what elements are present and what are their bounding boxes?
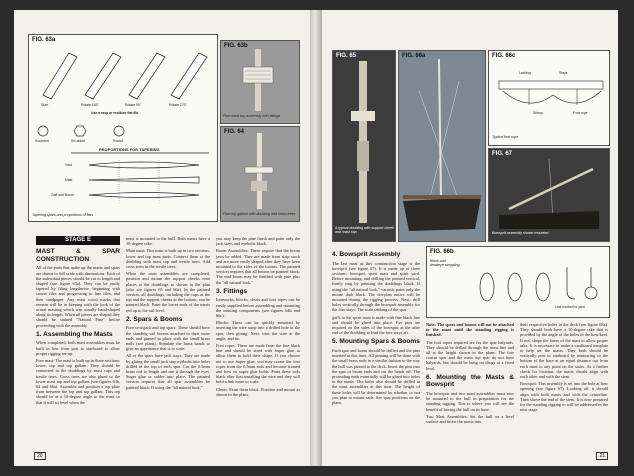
left-column-1 <box>36 236 120 458</box>
paragraph: Boom Assemblies: These require that the boom jaws be added. They are made from strip stock and are more easily shaped after they have been mounted to the sides of the booms. The painted version requires that all booms be painted black. The mid boom may be finished with pine plus the "all natural look." <box>216 248 300 285</box>
section-heading: MAST & SPAR CONSTRUCTION <box>36 248 120 263</box>
proportions-title: PROPORTIONS FOR TAPERING <box>99 147 160 152</box>
figure-label: FIG. 63b <box>224 43 248 49</box>
right-column-2 <box>426 322 514 458</box>
intro-paragraph: All of the parts that make up the masts and spars are drawn to full scale with dimensions. Each of the individual pieces should be cut to length and shaped (see figure 63a). They can be easily tapered by filing lengthwise, beginning with coarse files and progressing to fine files, and then sandpaper. Any mast wood marks that remain will be in keeping with the look of the actual masting which was usually hand-shaped along its length. When all pieces are shaped they should be stained "Natural Pine" before proceeding with the assembly. <box>36 265 120 328</box>
line-hooked-label: Line hooked to yard <box>555 305 585 309</box>
paragraph: Main mast: This mast is built up in two sections: lower and top mast parts. Connect them at the doubling with mast cap and trestle trees. Add cross trees in the trestle trees. <box>126 248 210 270</box>
right-column-3 <box>520 322 608 458</box>
section-3-title: 3. Fittings <box>216 287 248 295</box>
foot-rope-diagram <box>489 51 609 131</box>
paragraph: Blocks: These can be quickly mounted by inserting the wire strop into a drilled hole in the spar, then gluing. Next, trim the wire at the angle, and tie. <box>216 320 300 341</box>
paragraph: Bowsprit: This assembly is set into the hole at bow opening (see figure 67). Looking aft, it should align with both masts and with the centerline. Then shove the end of the stem. It is now prepared for the standing rigging to will be addressed in the next stage. <box>520 381 608 413</box>
section-5-title: 5. Mounting Spars & Booms <box>332 338 420 346</box>
right-page <box>322 10 618 466</box>
section-6-title: 6. Mounting the Masts & Bowsprit <box>426 373 514 389</box>
paragraph: gaffs to the spirit mast is made with fine black line and should be glued into place. Eye pins are required on the sides of the bowsprit at the after end of the doubling to lead the fore stays aft. <box>332 314 420 336</box>
paragraph: Ironworks, blocks, cleats and foot ropes can be easily supplied before assembling and mounting the masting components (see figures 64b and 66c). <box>216 297 300 319</box>
top-gallant-photo <box>221 127 299 209</box>
page-number: 21 <box>596 452 608 460</box>
figure-66c <box>488 50 610 146</box>
figure-label: FIG. 66b <box>430 249 454 255</box>
step-rotate-180-label: Rotate 180° <box>81 103 99 107</box>
figure-65 <box>332 50 396 242</box>
paragraph: Foot ropes: These are made from the fine black line and should be sized with Super glue to allow them to hold their shape. If you choose not to use Super glue, you may create the foot ropes from the 0.5mm rods and become framed and how its super glue holds. Paint these rods black after first installing the wire and they will hold a link more to scale. <box>216 343 300 385</box>
figure-label: FIG. 66a <box>402 53 426 59</box>
left-column-3 <box>216 236 300 458</box>
figure-caption: Bowsprit assembly shown mounted <box>492 231 549 235</box>
figure-label: FIG. 65 <box>336 53 357 59</box>
figure-label: FIG. 64 <box>224 129 245 135</box>
mast-top-photo <box>221 41 299 111</box>
section-4-title: 4. Bowsprit Assembly <box>332 251 401 258</box>
figure-63a <box>28 34 218 222</box>
figure-note: Block and deadeye stropping <box>430 259 460 268</box>
figure-66a <box>398 50 486 242</box>
figure-caption: Tapering spars and proportions of flats <box>32 213 94 217</box>
figure-label: FIG. 66c <box>492 53 516 59</box>
stirrup-label: Stirrup <box>533 111 543 115</box>
section-round-label: Round <box>113 139 123 143</box>
paragraph: mast is mounted to the hull. Both masts have a 10-degree rake. <box>126 236 210 247</box>
paragraph: Each spar and boom should be drilled and the pins inserted at this time. All pinning will be done with the small brass nails in a similar fashion to the way the hull was pinned to the deck. Insert the pins into the spar or boom ends and cut the heads off. The protruding ends eventually will be glued into holes in the masts. The holes also should be drilled in the mast assemblies at this time. The height of these holes will be determined by whether or not you plan to mount sails. See spar positions on the plans. <box>332 348 420 406</box>
paragraph: Cleats: Paint them black. Position and mount as shown in the plans. <box>216 386 300 397</box>
lashing-label: Lashing <box>519 71 531 75</box>
paragraph: Two Mast Assemblies: Set the hull on a level surface and insert the masts into <box>426 413 514 425</box>
figure-label: FIG. 67 <box>492 151 513 157</box>
proportion-gaff-label: Gaff and Boom <box>51 193 74 197</box>
paragraph: The last mast of this construction stage is the bowsprit (see figure 67). It is made up of three sections: bowsprit, spirit mast and spirit yard. Before mounting, and drilling the pointed vertical, firmly ring by painting the doublings black. If using the "all natural look," varnish, paint only the mouse dark black. The dot-plan notice will be mounted during the rigging process. Next, drill holes vertically through the bowsprit assembly for the fore stays. The scale tabbing of the spar <box>332 260 420 313</box>
left-page <box>14 10 310 466</box>
paragraph: The bowsprit and two mast assemblies must now be mounted to the hull in preparation for the standing rigging. This is where you will see the benefit of having the hull on its base. <box>426 391 514 412</box>
section-2-title: 2. Spars & Booms <box>126 315 183 323</box>
figure-caption: A typical doubling with support cheek and mast cap <box>335 226 394 235</box>
paragraph: Fore mast: The mast is built up in three sections: lower, top and top gallant. They should be connected in the doublings by mast caps and trestle trees. Cross trees are also glued to the lower mast top and top gallant (see figures 63b, 64 and 66a). Assemble and position a top plate from between the top and top gallant. This top should be at a 10-degree angle to the mast so that it will sit level when the <box>36 358 120 405</box>
figure-caption: Fore mast top assembly with fittings <box>223 114 281 118</box>
proportion-yard-label: Yard <box>65 163 72 167</box>
figure-caption: Fore top gallant with doubling and cross trees <box>223 212 296 216</box>
figure-63b <box>220 40 300 124</box>
left-column-2 <box>126 236 210 458</box>
stays-label: Stays <box>559 71 568 75</box>
figure-caption: Typical foot rope <box>492 135 519 139</box>
paragraph: All of the spars have jack stays: They are made by gluing the small jack stay eyebolts into holes drilled in the top of each spar. Cut the 0.5mm brass rod to length and run it through the eyes. Sugar glue or solder into place. The painted version requires that all spar assemblies be painted black. If using the "all natural look," <box>126 353 210 390</box>
paragraph: their respective holes in the deck (see figure 68a). They should both have a 10-degree rake that is provided by the angle of the holes in the bow/keel. If not, shape the bases of the mast to allow proper rake. It is necessary to make a cardboard template to help set the masts. They both should be vertically port to starboard by measuring to the bottom of the base at an equal distance out from each mast to any point on the stairs. As a further check for location, the masts should align with each other and with the stem. <box>520 322 608 380</box>
note-paragraph: Note: The spars and booms will not be attached to the mast until the standing rigging is finished. <box>426 322 514 338</box>
figure-66b <box>426 246 610 318</box>
step-rotate-270-label: Rotate 270° <box>169 103 187 107</box>
page-number: 20 <box>34 452 46 460</box>
doubling-photo <box>333 51 395 223</box>
step-rotate-90-label: Rotate 90° <box>125 103 142 107</box>
step-start-label: Start <box>41 103 49 107</box>
paragraph: When the mast assemblies are completed, position and mount the support cheeks onto places at the doublings as shown in the plan (also see figures 65 and 66a). In the painted version, all doublings, including the caps at the top and the support cheeks at the bottom, can be painted black. Paint the lower ends of the masts red up to the rail level. <box>126 271 210 313</box>
figure-67 <box>488 148 610 242</box>
right-column-1 <box>332 248 420 458</box>
paragraph: you may keep the pine finish and paint only the jack stays and eyebolts black. <box>216 236 300 247</box>
section-six-sided-label: Six-sided <box>71 139 85 143</box>
stage-banner: STAGE E <box>36 236 120 245</box>
paragraph: Fore crossjack and top spars: These should have the standing sail booms attached to their outer ends and pinned in place with the small brass nails (see plans). Simulate the brass bands to give an appearance that is to scale. <box>126 325 210 352</box>
section-1-title: 1. Assembling the Masts <box>36 330 113 338</box>
ship-model-photo <box>399 51 485 241</box>
tool-note: Use a rasp or medium flat file <box>91 111 139 115</box>
foot-rope-label: Foot rope <box>573 111 588 115</box>
proportion-mast-label: Mast <box>65 178 73 182</box>
paragraph: When completed, both mast assemblies must be built in line from port to starboard to allow proper rigging set-up. <box>36 340 120 356</box>
section-rounded-label: Rounded <box>35 139 49 143</box>
paragraph: The foot ropes required are for the spar halyards. They should be drilled through the mast line and all at the height shown in the plans. The fore course spar and the main top spar do not have halyards, but should be hung on slings at a fixed level. <box>426 339 514 371</box>
bowsprit-photo <box>489 149 609 229</box>
figure-64 <box>220 126 300 222</box>
figure-label: FIG. 63a <box>32 37 56 43</box>
